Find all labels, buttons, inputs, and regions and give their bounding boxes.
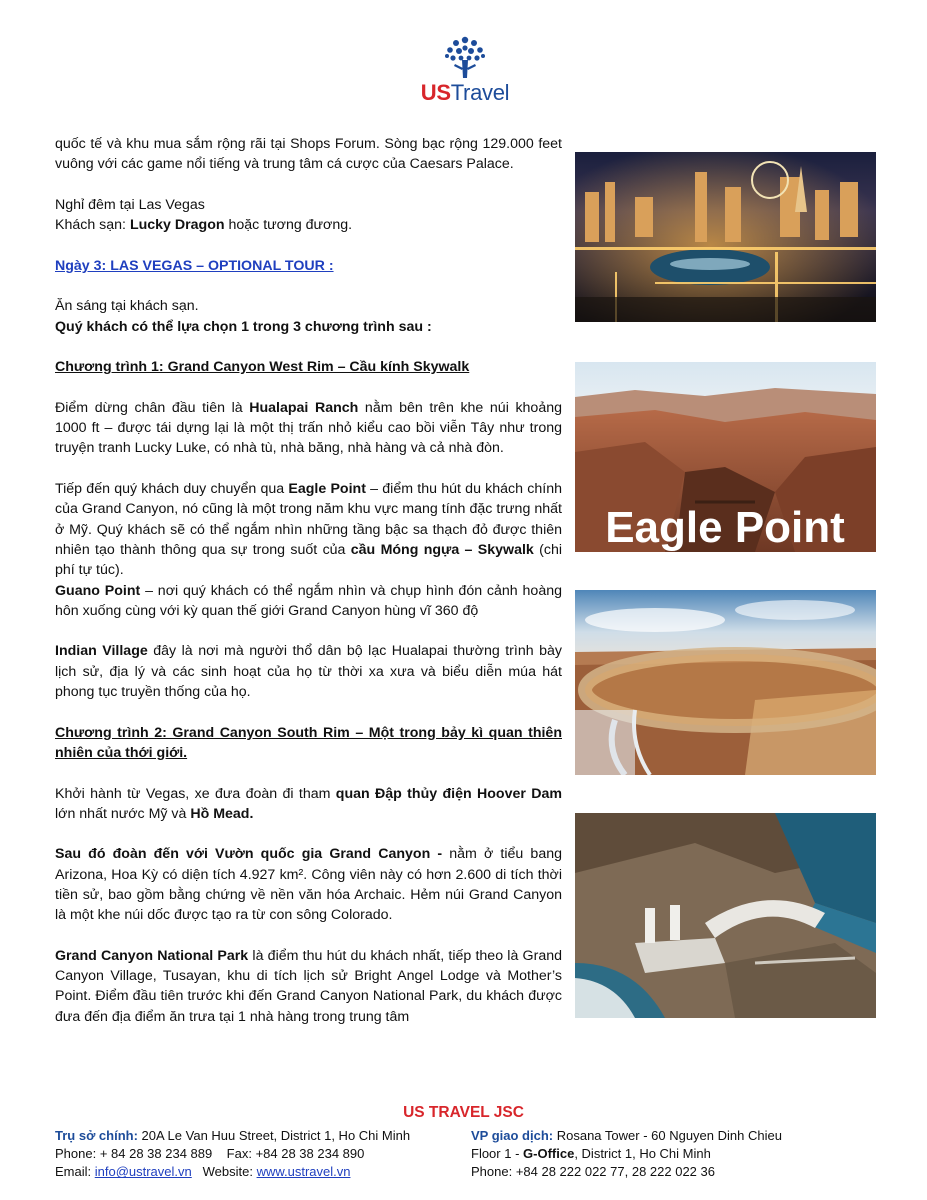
hq-label: Trụ sở chính: bbox=[55, 1128, 138, 1143]
hq-address: 20A Le Van Huu Street, District 1, Ho Chi Minh bbox=[137, 1128, 411, 1143]
eagle-point-photo bbox=[575, 362, 876, 552]
paragraph-eagle-point: Tiếp đến quý khách duy chuyển qua Eagle Point – điểm thu hút du khách chính của Grand Canyon, nó cũng là một trong năm khu vực mang tính đặc trưng nhất ở Mỹ. Quý khách sẽ có thể ngắm nhìn những tầng bậc sa thạch đỏ được thiên nhiên tạo thành thông qua sự trong suốt của cầu Móng ngựa – Skywalk (chi phí tự túc). bbox=[55, 481, 562, 579]
footer-company-name: US TRAVEL JSC bbox=[403, 1104, 524, 1121]
choose-program-line: Quý khách có thể lựa chọn 1 trong 3 chương trình sau : bbox=[55, 318, 432, 335]
hotel-line: Khách sạn: Lucky Dragon hoặc tương đương. bbox=[55, 217, 353, 234]
tree-people-logo-icon bbox=[441, 34, 489, 80]
g-office-label: G-Office bbox=[523, 1146, 575, 1162]
footer-head-office: Trụ sở chính: 20A Le Van Huu Street, District 1, Ho Chi Minh Phone: + 84 28 38 234 889 Fax: +84 28 38 234 890 Email: info@ustravel.vn Website: www.ustravel.vn bbox=[55, 1127, 465, 1182]
paragraph-hualapai: Điểm dừng chân đầu tiên là Hualapai Ranch nằm bên trên khe núi khoảng 1000 ft – được tái dựng lại là một thị trấn nhỏ kiểu cao bồi viễn Tây như trong truyện tranh Lucky Luke, có nhà tù, nhà băng, nhà hàng và cả nhà đòn. bbox=[55, 399, 562, 457]
website-link[interactable]: www.ustravel.vn bbox=[256, 1164, 351, 1180]
paragraph-caesars: quốc tế và khu mua sắm rộng rãi tại Shops Forum. Sòng bạc rộng 129.000 feet vuông với các game nổi tiếng và trung tâm cá cược của Caesars Palace. bbox=[55, 136, 562, 173]
paragraph-guano-point: Guano Point – nơi quý khách có thể ngắm nhìn và chụp hình đón cảnh hoàng hôn xuống cùng với kỳ quan thế giới Grand Canyon hùng vĩ 360 độ bbox=[55, 582, 562, 619]
skywalk-photo bbox=[575, 590, 876, 775]
hoover-dam-photo bbox=[575, 813, 876, 1018]
breakfast-line: Ăn sáng tại khách sạn. bbox=[55, 298, 199, 315]
paragraph-national-park: Grand Canyon National Park là điểm thu hút du khách nhất, tiếp theo là Grand Canyon Village, Tusayan, khu di tích lịch sử Bright Angel Lodge và Mother’s Point. Điểm đầu tiên trước khi đến Grand Canyon National Park, du khách được đưa đến địa điểm ăn trưa tại 1 nhà hàng trong trung tâm bbox=[55, 947, 562, 1025]
hotel-name: Lucky Dragon bbox=[129, 217, 225, 234]
footer-branch-office: VP giao dịch: Rosana Tower - 60 Nguyen Dinh Chieu Floor 1 - G-Office, District 1, Ho Chi Minh Phone: +84 28 222 022 77, 28 222 022 36 bbox=[471, 1127, 891, 1182]
itinerary-text-column bbox=[55, 134, 562, 1027]
vp-phone: Phone: +84 28 222 022 77, 28 222 022 36 bbox=[471, 1164, 715, 1180]
vp-label: VP giao dịch: bbox=[471, 1128, 554, 1143]
day3-heading-link[interactable]: Ngày 3: LAS VEGAS – OPTIONAL TOUR : bbox=[55, 257, 334, 274]
program2-heading: Chương trình 2: Grand Canyon South Rim – Một trong bảy kì quan thiên nhiên của thới giới. bbox=[55, 724, 562, 761]
paragraph-indian-village: Indian Village đây là nơi mà người thổ dân bộ lạc Hualapai thường trình bày lịch sử, địa lý và các sinh hoạt của họ từ thời xa xưa và biểu diễn múa hát phong tục truyền thống của họ. bbox=[55, 643, 562, 701]
logo-wordmark bbox=[410, 82, 520, 104]
hq-phone-fax: Phone: + 84 28 38 234 889 Fax: +84 28 38 234 890 bbox=[55, 1146, 365, 1162]
logo-travel-text: Travel bbox=[450, 80, 510, 105]
paragraph-hoover-dam: Khởi hành từ Vegas, xe đưa đoàn đi tham quan Đập thủy điện Hoover Dam lớn nhất nước Mỹ và Hồ Mead. bbox=[55, 785, 562, 822]
vp-address: Rosana Tower - 60 Nguyen Dinh Chieu bbox=[553, 1128, 782, 1143]
email-link[interactable]: info@ustravel.vn bbox=[94, 1164, 192, 1180]
overnight-line: Nghỉ đêm tại Las Vegas bbox=[55, 196, 205, 213]
company-logo bbox=[410, 34, 520, 108]
paragraph-grand-canyon-park: Sau đó đoàn đến với Vườn quốc gia Grand Canyon - nằm ở tiểu bang Arizona, Hoa Kỳ có diện tích 4.927 km². Công viên này có hơn 2.600 di tích thời tiền sử, bao gồm bằng chứng về nền văn hóa Archaic. Hẻm núi Grand Canyon là một khe núi dốc được tạo ra từ con sông Colorado. bbox=[55, 846, 562, 924]
program1-heading: Chương trình 1: Grand Canyon West Rim – Cầu kính Skywalk bbox=[55, 359, 470, 376]
las-vegas-night-photo bbox=[575, 152, 876, 322]
logo-us-text: US bbox=[420, 80, 451, 105]
eagle-point-caption: Eagle Point bbox=[605, 503, 845, 552]
